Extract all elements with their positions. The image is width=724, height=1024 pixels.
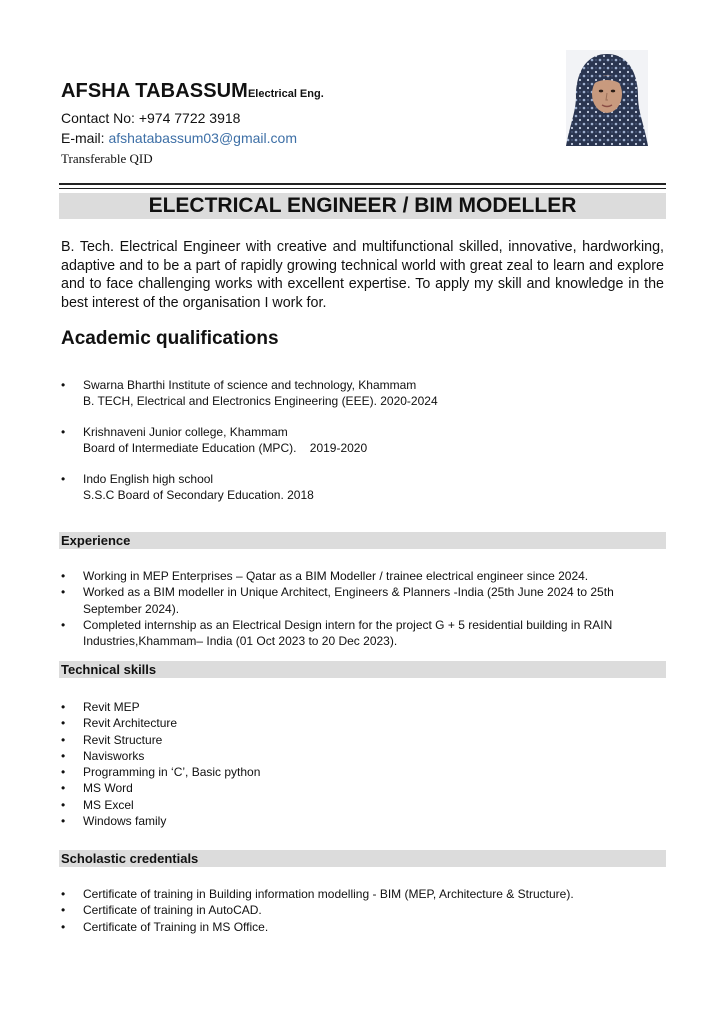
contact-label: Contact No:: [61, 110, 139, 126]
bullet-icon: •: [61, 781, 66, 796]
credential-text: Certificate of Training in MS Office.: [83, 919, 269, 934]
qid-note: Transferable QID: [61, 151, 153, 166]
email-line: [61, 130, 297, 146]
bullet-icon: •: [61, 919, 66, 934]
credential-item: [61, 886, 661, 902]
education-institution: Indo English high school: [83, 472, 214, 486]
bullet-icon: •: [61, 472, 66, 486]
credential-text: Certificate of training in AutoCAD.: [83, 903, 262, 918]
skill-item: [61, 813, 661, 829]
bullet-icon: •: [61, 748, 66, 763]
job-title-banner: ELECTRICAL ENGINEER / BIM MODELLER: [59, 193, 666, 219]
credential-item: [61, 902, 661, 918]
bullet-icon: •: [61, 585, 66, 600]
skills-list: [61, 699, 661, 829]
skills-heading: Technical skills: [59, 661, 666, 678]
experience-item: [61, 584, 661, 617]
education-item: [61, 377, 661, 409]
header-divider-thin: [59, 188, 666, 189]
education-institution: Krishnaveni Junior college, Khammam: [83, 425, 288, 439]
bullet-icon: •: [61, 700, 66, 714]
education-item: [61, 424, 661, 456]
experience-heading: Experience: [59, 532, 666, 549]
academic-heading: Academic qualifications: [61, 328, 279, 349]
bullet-icon: •: [61, 569, 66, 583]
bullet-icon: •: [61, 797, 66, 812]
skill-text: Revit Architecture: [83, 716, 178, 731]
name-line: [61, 80, 324, 103]
bullet-icon: •: [61, 425, 66, 439]
skill-item: [61, 748, 661, 764]
header-divider-thick: [59, 183, 666, 185]
contact-number: [61, 110, 240, 126]
skill-item: [61, 764, 661, 780]
bullet-icon: •: [61, 716, 66, 731]
role-suffix: Electrical Eng.: [247, 88, 324, 100]
education-detail: Board of Intermediate Education (MPC). 2019-2020: [83, 441, 368, 455]
bullet-icon: •: [61, 765, 66, 780]
experience-item: [61, 568, 661, 584]
email-label: E-mail:: [61, 130, 109, 146]
education-detail: B. TECH, Electrical and Electronics Engineering (EEE). 2020-2024: [83, 394, 438, 408]
credentials-list: [61, 886, 661, 935]
skill-text: Windows family: [83, 814, 167, 829]
experience-text: Completed internship as an Electrical Design intern for the project G + 5 residential building in RAIN Industries,Khammam– India (01 Oct 2023 to 20 Dec 2023).: [83, 617, 613, 649]
credential-text: Certificate of training in Building information modelling - BIM (MEP, Architecture & Structure).: [83, 887, 574, 901]
bullet-icon: •: [61, 903, 66, 918]
skill-text: Revit MEP: [83, 700, 140, 714]
candidate-name: AFSHA TABASSUM: [61, 80, 248, 102]
skill-item: [61, 732, 661, 748]
skill-text: Programming in ‘C’, Basic python: [83, 765, 261, 780]
contact-value: +974 7722 3918: [138, 110, 241, 126]
bullet-icon: •: [61, 378, 66, 392]
email-link[interactable]: afshatabassum03@gmail.com: [108, 130, 297, 146]
bullet-icon: •: [61, 814, 66, 829]
education-institution: Swarna Bharthi Institute of science and technology, Khammam: [83, 378, 417, 392]
skill-item: [61, 797, 661, 813]
education-detail: S.S.C Board of Secondary Education. 2018: [83, 488, 314, 502]
career-objective: B. Tech. Electrical Engineer with creative and multifunctional skilled, innovative, hardworking, adaptive and to be a part of rapidly growing technical world with great zeal to learn and explore and to face challenging works with excellent expertise. To apply my skill and knowledge in the best interest of the organisation I work for.: [61, 239, 664, 311]
experience-text: Working in MEP Enterprises – Qatar as a BIM Modeller / trainee electrical engineer since 2024.: [83, 569, 589, 583]
experience-text: Worked as a BIM modeller in Unique Architect, Engineers & Planners -India (25th June 2024 to 25th September 2024).: [83, 585, 614, 616]
skill-item: [61, 715, 661, 731]
bullet-icon: •: [61, 887, 66, 901]
skill-text: MS Excel: [83, 797, 134, 812]
bullet-icon: •: [61, 732, 66, 747]
profile-photo: [566, 50, 648, 146]
skill-text: Revit Structure: [83, 732, 163, 747]
credential-item: [61, 919, 661, 935]
education-item: [61, 471, 661, 503]
experience-item: [61, 617, 661, 650]
credentials-heading: Scholastic credentials: [59, 850, 666, 867]
experience-list: [61, 568, 661, 649]
bullet-icon: •: [61, 617, 66, 632]
skill-text: MS Word: [83, 781, 133, 796]
skill-item: [61, 780, 661, 796]
skill-item: [61, 699, 661, 715]
skill-text: Navisworks: [83, 748, 145, 763]
